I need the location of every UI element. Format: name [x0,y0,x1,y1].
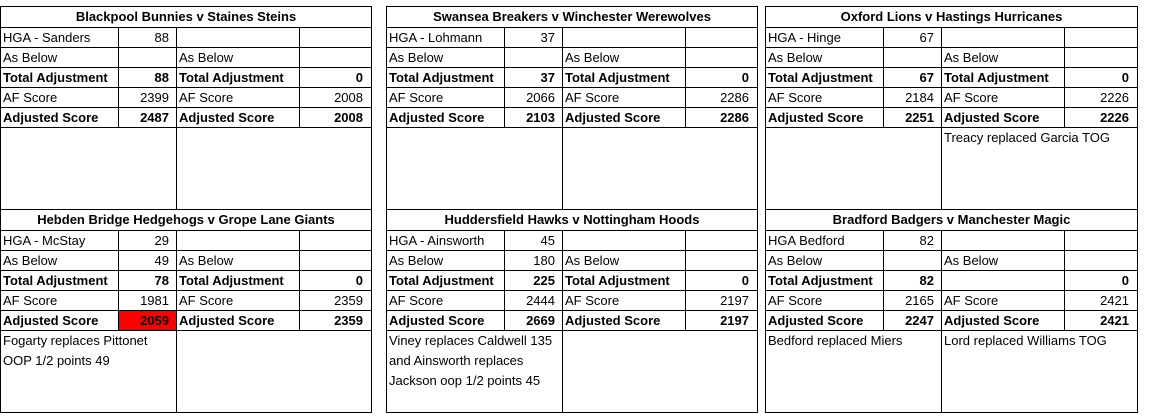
row-label-cell[interactable] [942,271,1065,291]
row-value-cell[interactable]: 49 [154,253,169,268]
column-divider [118,231,119,331]
row-value-cell[interactable]: 0 [741,70,749,85]
row-value-cell[interactable]: 2359 [334,293,363,308]
row-value-cell[interactable]: 2226 [1100,90,1129,105]
row-value-cell[interactable]: 2066 [526,90,555,105]
match-title[interactable]: Swansea Breakers v Winchester Werewolves [433,9,711,24]
column-divider [299,231,300,331]
row-label-cell[interactable] [177,28,300,48]
row-label-cell[interactable]: Total Adjustment [768,70,873,85]
row-label-cell[interactable]: Adjusted Score [3,110,99,125]
row-label-cell[interactable] [942,28,1065,48]
row-label-cell[interactable]: AF Score [565,293,620,308]
row-value-cell[interactable]: 2059 [119,311,177,331]
row-label-cell[interactable]: AF Score [565,90,620,105]
row-label-cell[interactable]: As Below [3,50,58,65]
row-value-cell[interactable]: 82 [919,273,934,288]
row-value-cell[interactable]: 0 [1121,273,1129,288]
row-label-cell[interactable]: Adjusted Score [768,313,864,328]
row-label-cell[interactable]: HGA - Hinge [768,30,841,45]
row-value-cell[interactable]: 67 [919,70,934,85]
row-label-cell[interactable]: As Below [389,50,444,65]
row-value-cell[interactable] [300,231,371,251]
row-label-cell[interactable]: Total Adjustment [944,70,1049,85]
row-value-cell[interactable]: 2197 [720,313,749,328]
row-label-cell[interactable]: Adjusted Score [944,110,1040,125]
row-value-cell[interactable] [300,48,371,68]
row-value-cell[interactable]: 2359 [334,313,363,328]
row-label-cell[interactable] [177,231,300,251]
row-value-cell[interactable]: 2286 [720,90,749,105]
row-label-cell[interactable]: Adjusted Score [179,110,275,125]
row-value-cell[interactable]: 2008 [334,110,363,125]
notes-right[interactable] [177,331,369,412]
row-value-cell[interactable] [1065,28,1137,48]
match-block [0,6,372,210]
column-divider [883,28,884,128]
row-label-cell[interactable]: As Below [389,253,444,268]
row-label-cell[interactable]: As Below [565,50,620,65]
row-label-cell[interactable]: As Below [944,253,999,268]
row-value-cell[interactable]: 2184 [905,90,934,105]
row-label-cell[interactable]: Adjusted Score [944,313,1040,328]
column-divider [1064,231,1065,331]
column-divider [118,28,119,128]
row-value-cell[interactable]: 2444 [526,293,555,308]
row-label-cell[interactable]: As Below [768,50,823,65]
row-value-cell[interactable]: 2251 [905,110,934,125]
row-value-cell[interactable] [686,28,757,48]
row-label-cell[interactable]: Total Adjustment [768,273,873,288]
match-title[interactable]: Bradford Badgers v Manchester Magic [832,212,1071,227]
row-value-cell[interactable] [1065,231,1137,251]
row-label-cell[interactable] [942,231,1065,251]
notes-left[interactable]: Fogarty replaces Pittonet OOP 1/2 points 49 [3,333,148,368]
row-value-cell[interactable] [1065,48,1137,68]
notes-left[interactable]: Bedford replaced Miers [768,333,903,348]
row-label-cell[interactable]: AF Score [179,293,234,308]
row-value-cell[interactable] [505,48,563,68]
row-value-cell[interactable]: 0 [1121,70,1129,85]
row-label-cell[interactable]: AF Score [3,293,58,308]
notes-left[interactable] [387,128,559,209]
row-label-cell[interactable]: Total Adjustment [565,273,670,288]
row-label-cell[interactable]: Adjusted Score [768,110,864,125]
row-label-cell[interactable]: Adjusted Score [565,110,661,125]
column-divider [941,28,942,128]
match-block [386,209,758,413]
match-block [0,209,372,413]
column-divider [685,28,686,128]
match-block [765,209,1138,413]
row-label-cell[interactable]: HGA - Sanders [3,30,91,45]
notes-right[interactable] [563,128,755,209]
row-label-cell[interactable]: AF Score [389,90,444,105]
row-label-cell[interactable]: Total Adjustment [389,273,494,288]
column-divider [883,231,884,331]
row-value-cell[interactable] [686,231,757,251]
match-title[interactable]: Blackpool Bunnies v Staines Steins [75,9,297,24]
row-value-cell[interactable] [686,251,757,271]
row-label-cell[interactable]: As Below [179,253,234,268]
row-label-cell[interactable]: Adjusted Score [389,110,485,125]
row-label-cell[interactable]: As Below [768,253,823,268]
row-value-cell[interactable] [686,48,757,68]
row-label-cell[interactable]: Total Adjustment [3,70,108,85]
row-label-cell[interactable]: Total Adjustment [565,70,670,85]
column-divider [1064,28,1065,128]
column-divider [562,231,563,331]
row-value-cell[interactable]: 78 [154,273,169,288]
row-value-cell[interactable] [1065,251,1137,271]
row-value-cell[interactable]: 2008 [334,90,363,105]
row-label-cell[interactable]: Adjusted Score [3,313,99,328]
row-label-cell[interactable]: AF Score [768,90,823,105]
row-label-cell[interactable]: As Below [3,253,58,268]
row-label-cell[interactable]: Total Adjustment [389,70,494,85]
row-value-cell[interactable] [884,251,942,271]
row-value-cell[interactable]: 82 [919,233,934,248]
notes-right[interactable]: Lord replaced Williams TOG [944,333,1107,348]
row-value-cell[interactable]: 37 [540,70,555,85]
column-divider [941,231,942,331]
notes-left[interactable]: Viney replaces Caldwell 135 and Ainsworth replaces Jackson oop 1/2 points 45 [389,333,553,388]
row-value-cell[interactable]: 2226 [1100,110,1129,125]
row-value-cell[interactable] [119,48,177,68]
notes-right[interactable] [177,128,369,209]
row-label-cell[interactable]: AF Score [3,90,58,105]
column-divider [176,231,177,331]
row-label-cell[interactable] [563,231,686,251]
row-label-cell[interactable]: Adjusted Score [389,313,485,328]
row-value-cell[interactable]: 67 [919,30,934,45]
row-value-cell[interactable]: 2247 [905,313,934,328]
row-label-cell[interactable] [563,28,686,48]
row-label-cell[interactable]: Adjusted Score [179,313,275,328]
column-divider [504,28,505,128]
row-label-cell[interactable]: Adjusted Score [565,313,661,328]
match-block [765,6,1138,210]
row-value-cell[interactable]: 0 [355,273,363,288]
column-divider [562,28,563,128]
row-label-cell[interactable]: AF Score [944,90,999,105]
row-value-cell[interactable]: 2399 [140,90,169,105]
row-value-cell[interactable]: 29 [154,233,169,248]
row-label-cell[interactable]: As Below [944,50,999,65]
match-block [386,6,758,210]
row-label-cell[interactable]: HGA - McStay [3,233,86,248]
match-title[interactable]: Huddersfield Hawks v Nottingham Hoods [444,212,700,227]
row-value-cell[interactable]: 37 [540,30,555,45]
row-value-cell[interactable]: 180 [533,253,555,268]
row-value-cell[interactable]: 2421 [1100,293,1129,308]
notes-right[interactable] [563,331,755,412]
row-value-cell[interactable]: 2421 [1100,313,1129,328]
row-value-cell[interactable]: 88 [154,30,169,45]
row-value-cell[interactable]: 2669 [526,313,555,328]
row-label-cell[interactable]: As Below [179,50,234,65]
row-value-cell[interactable]: 1981 [140,293,169,308]
row-value-cell[interactable]: 225 [533,273,555,288]
row-label-cell[interactable]: HGA - Ainsworth [389,233,485,248]
column-divider [176,28,177,128]
row-label-cell[interactable]: Total Adjustment [179,273,284,288]
notes-right[interactable]: Treacy replaced Garcia TOG [944,130,1110,145]
column-divider [685,231,686,331]
row-value-cell[interactable]: 0 [355,70,363,85]
row-label-cell[interactable]: As Below [565,253,620,268]
row-value-cell[interactable] [884,48,942,68]
row-label-cell[interactable]: Total Adjustment [3,273,108,288]
row-value-cell[interactable] [300,251,371,271]
row-value-cell[interactable]: 45 [540,233,555,248]
row-value-cell[interactable]: 2286 [720,110,749,125]
row-value-cell[interactable]: 0 [741,273,749,288]
row-value-cell[interactable]: 88 [154,70,169,85]
row-label-cell[interactable]: HGA Bedford [768,233,845,248]
row-value-cell[interactable]: 2487 [140,110,169,125]
row-label-cell[interactable]: HGA - Lohmann [389,30,483,45]
row-value-cell[interactable]: 2197 [720,293,749,308]
row-label-cell[interactable]: AF Score [389,293,444,308]
notes-left[interactable] [1,128,173,209]
row-value-cell[interactable]: 2165 [905,293,934,308]
row-label-cell[interactable]: Total Adjustment [179,70,284,85]
notes-left[interactable] [766,128,938,209]
match-title[interactable]: Oxford Lions v Hastings Hurricanes [840,9,1063,24]
row-label-cell[interactable]: AF Score [768,293,823,308]
match-title[interactable]: Hebden Bridge Hedgehogs v Grope Lane Giants [37,212,335,227]
row-value-cell[interactable] [300,28,371,48]
row-label-cell[interactable]: AF Score [944,293,999,308]
row-value-cell[interactable]: 2103 [526,110,555,125]
column-divider [299,28,300,128]
column-divider [504,231,505,331]
row-label-cell[interactable]: AF Score [179,90,234,105]
